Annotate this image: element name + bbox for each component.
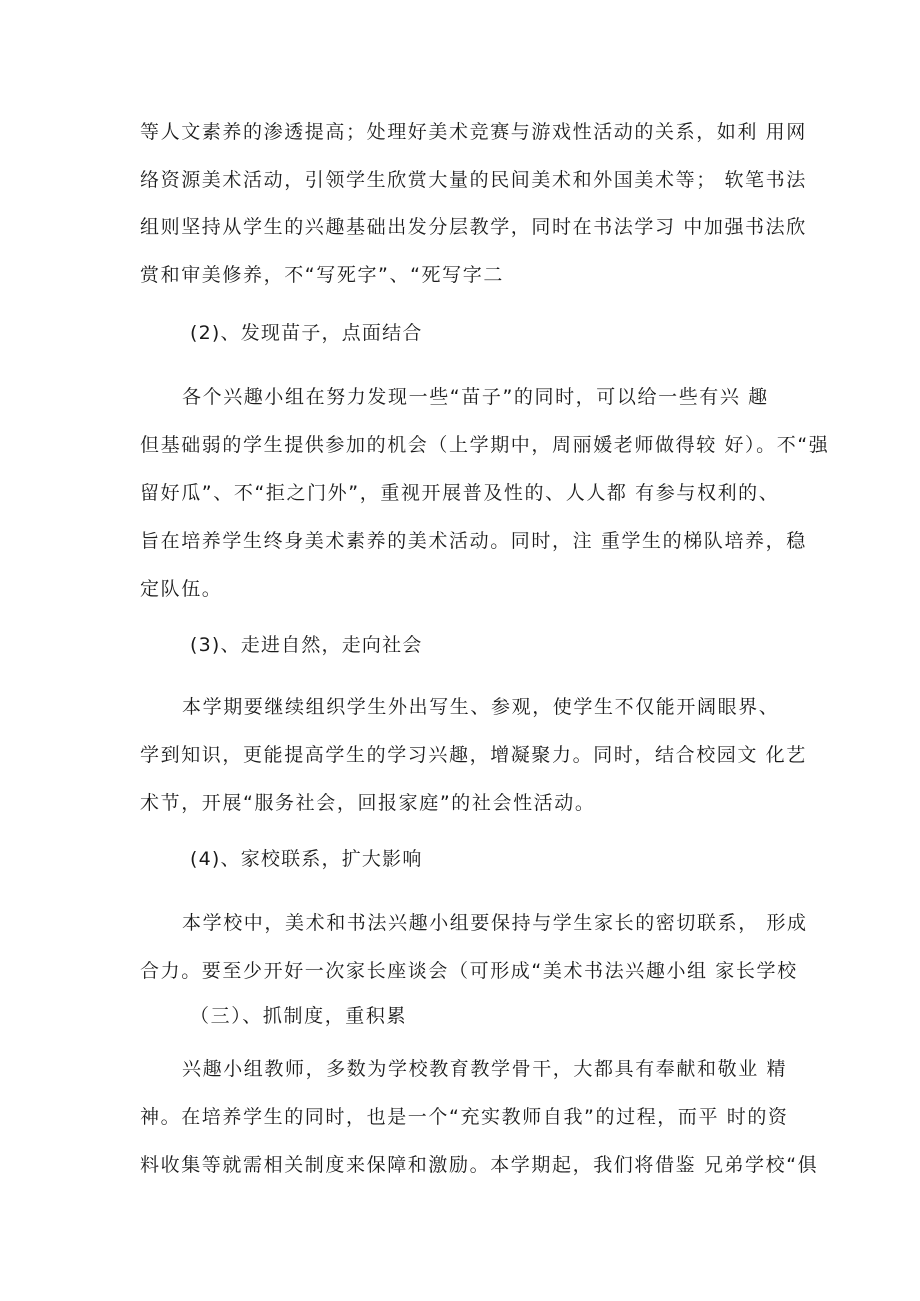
section-heading-4: (4)、家校联系，扩大影响 [190, 848, 423, 870]
paragraph-line: 合力。要至少开好一次家长座谈会（可形成“美术书法兴趣小组 家长学校 [140, 960, 798, 982]
paragraph-line: 术节，开展“服务社会，回报家庭”的社会性活动。 [140, 792, 596, 814]
paragraph-line: 但基础弱的学生提供参加的机会（上学期中，周丽媛老师做得较 好）。不“强 [140, 434, 830, 456]
paragraph-line: 料收集等就需相关制度来保障和激励。本学期起，我们将借鉴 兄弟学校“俱 [140, 1154, 819, 1176]
paragraph-line: 旨在培养学生终身美术素养的美术活动。同时，注 重学生的梯队培养，稳 [140, 530, 807, 552]
paragraph-line: 本学校中，美术和书法兴趣小组要保持与学生家长的密切联系， 形成 [182, 912, 808, 934]
paragraph-line: 学到知识，更能提高学生的学习兴趣，增凝聚力。同时，结合校园文 化艺 [140, 744, 807, 766]
paragraph-line: 留好瓜”、不“拒之门外”，重视开展普及性的、人人都 有参与权利的、 [140, 482, 780, 504]
paragraph-line: 神。在培养学生的同时，也是一个“充实教师自我”的过程，而平 时的资 [140, 1106, 789, 1128]
section-heading-three: （三）、抓制度，重积累 [190, 1005, 408, 1027]
paragraph-line: 定队伍。 [140, 578, 223, 600]
paragraph-line: 赏和审美修养，不“写死字”、“死写字二 [140, 264, 504, 286]
paragraph-line: 等人文素养的渗透提高；处理好美术竞赛与游戏性活动的关系，如利 用网 [140, 121, 807, 143]
paragraph-line: 组则坚持从学生的兴趣基础出发分层教学，同时在书法学习 中加强书法欣 [140, 216, 807, 238]
paragraph-line: 络资源美术活动，引领学生欣赏大量的民间美术和外国美术等； 软笔书法 [140, 169, 807, 191]
paragraph-line: 本学期要继续组织学生外出写生、参观，使学生不仅能开阔眼界、 [182, 696, 780, 718]
paragraph-line: 各个兴趣小组在努力发现一些“苗子”的同时，可以给一些有兴 趣 [182, 386, 769, 408]
paragraph-line: 兴趣小组教师，多数为学校教育教学骨干，大都具有奉献和敬业 精 [182, 1058, 788, 1080]
section-heading-2: (2)、发现苗子，点面结合 [190, 322, 423, 344]
section-heading-3: (3)、走进自然，走向社会 [190, 634, 423, 656]
